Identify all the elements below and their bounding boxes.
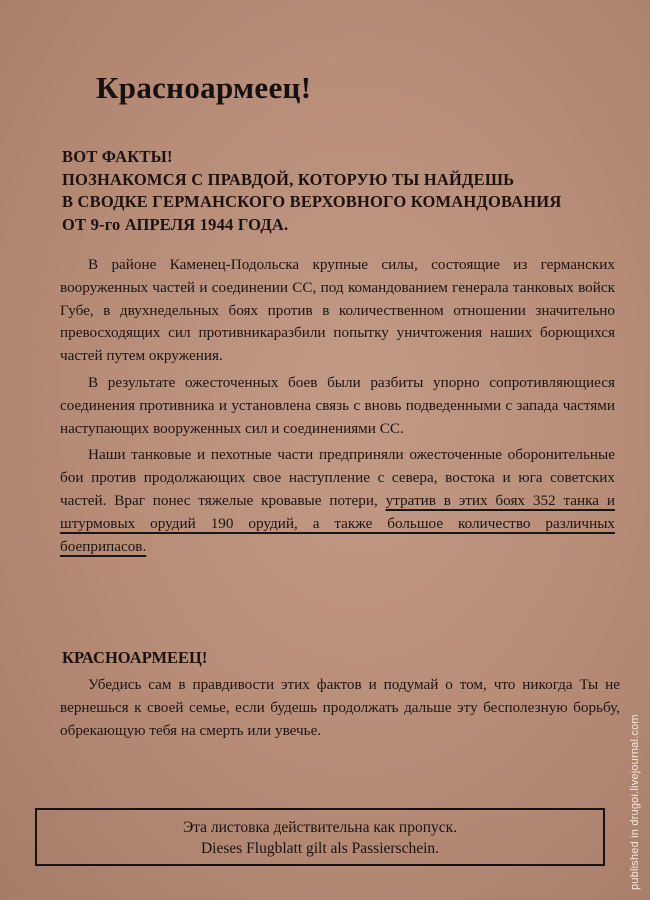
report-body xyxy=(60,254,615,562)
pass-line-german: Dieses Flugblatt gilt als Passierschein. xyxy=(200,840,440,857)
losses-underlined-text: утратив в этих боях 352 танка и штурмовых орудий 190 орудий, а также большое количество различных боеприпасов. xyxy=(60,491,615,555)
headline-line-4: ОТ 9-го АПРЕЛЯ 1944 ГОДА. xyxy=(62,214,289,234)
page-title: Красноармеец! xyxy=(96,70,312,105)
appeal-heading: КРАСНОАРМЕЕЦ! xyxy=(62,648,208,667)
headline-line-2: ПОЗНАКОМСЯ С ПРАВДОЙ, КОТОРУЮ ТЫ НАЙДЕШЬ xyxy=(62,169,515,189)
appeal-body xyxy=(60,674,620,742)
paragraph-3-start: Наши танковые и пехотные части предприняли ожесточенные оборонительные бои против продолжающих свое наступление с севера, востока и юга советских частей. Враг понес тяжелые кровавые потери, xyxy=(60,446,615,509)
pass-line-russian: Эта листовка действительна как пропуск. xyxy=(182,819,458,836)
headline-line-3: В СВОДКЕ ГЕРМАНСКОГО ВЕРХОВНОГО КОМАНДОВАНИЯ xyxy=(62,192,562,211)
paragraph-1: В районе Каменец-Подольска крупные силы, состоящие из германских вооруженных частей и соединении СС, под командованием генерала танковых войск Губе, в двухнедельных боях против в количественном отношении значительно превосходящих сил противникаразбили попытку уничтожения наших борющихся частей путем окружения. xyxy=(60,256,615,365)
safe-conduct-box xyxy=(35,808,605,866)
paragraph-2: В результате ожесточенных боев были разбиты упорно сопротивляющиеся соединения противника и установлена связь с вновь подведенными с запада частями наступающих вооруженных сил и соединениями СС. xyxy=(60,373,615,437)
paragraph-3 xyxy=(60,444,615,558)
appeal-paragraph: Убедись сам в правдивости этих фактов и подумай о том, что никогда Ты не вернешься к своей семье, если будешь продолжать дальше эту бесполезную борьбу, обрекающую тебя на смерть или увечье. xyxy=(60,676,620,739)
publisher-watermark: published in drugoi.livejournal.com xyxy=(629,714,641,890)
headline-line-1: ВОТ ФАКТЫ! xyxy=(62,147,173,166)
facts-headline xyxy=(62,146,622,236)
